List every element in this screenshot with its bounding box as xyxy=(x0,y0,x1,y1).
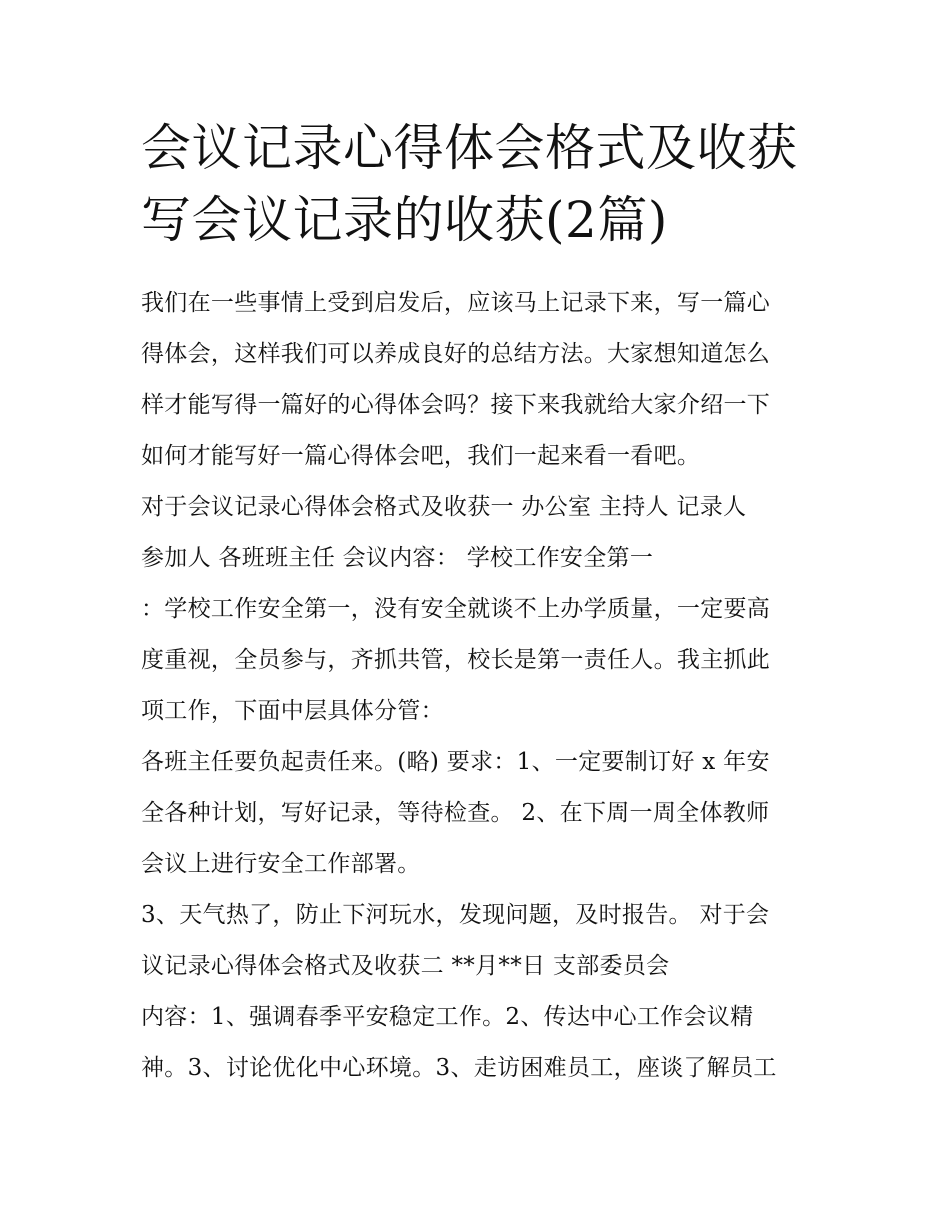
body-line: 对于会议记录心得体会格式及收获一 办公室 主持人 记录人 xyxy=(141,494,747,520)
body-line: 会议上进行安全工作部署。 xyxy=(141,851,421,877)
body-line: ：学校工作安全第一，没有安全就谈不上办学质量，一定要高 xyxy=(141,596,771,622)
document-title xyxy=(141,112,821,256)
body-line: 议记录心得体会格式及收获二 **月**日 支部委员会 xyxy=(141,953,670,979)
body-line: 项工作，下面中层具体分管： xyxy=(141,698,444,724)
body-line: 我们在一些事情上受到启发后，应该马上记录下来，写一篇心 xyxy=(141,290,771,316)
document-page xyxy=(141,112,821,1094)
title-line-2: 写会议记录的收获(2篇) xyxy=(141,191,668,249)
body-line: 内容：1、强调春季平安稳定工作。2、传达中心工作会议精 xyxy=(141,1004,754,1030)
document-body xyxy=(141,278,821,1094)
body-line: 如何才能写好一篇心得体会吧，我们一起来看一看吧。 xyxy=(141,443,701,469)
title-line-1: 会议记录心得体会格式及收获 xyxy=(141,119,798,177)
body-line: 各班主任要负起责任来。(略) 要求：1、一定要制订好 x 年安 xyxy=(141,749,770,775)
body-line: 参加人 各班班主任 会议内容： 学校工作安全第一 xyxy=(141,545,654,571)
body-line: 度重视，全员参与，齐抓共管，校长是第一责任人。我主抓此 xyxy=(141,647,771,673)
body-line: 3、天气热了，防止下河玩水，发现问题，及时报告。 对于会 xyxy=(141,902,770,928)
body-line: 样才能写得一篇好的心得体会吗？接下来我就给大家介绍一下 xyxy=(141,392,771,418)
body-line: 全各种计划，写好记录，等待检查。 2、在下周一周全体教师 xyxy=(141,800,770,826)
body-line: 神。3、讨论优化中心环境。3、走访困难员工，座谈了解员工 xyxy=(141,1055,777,1081)
body-line: 得体会，这样我们可以养成良好的总结方法。大家想知道怎么 xyxy=(141,341,771,367)
